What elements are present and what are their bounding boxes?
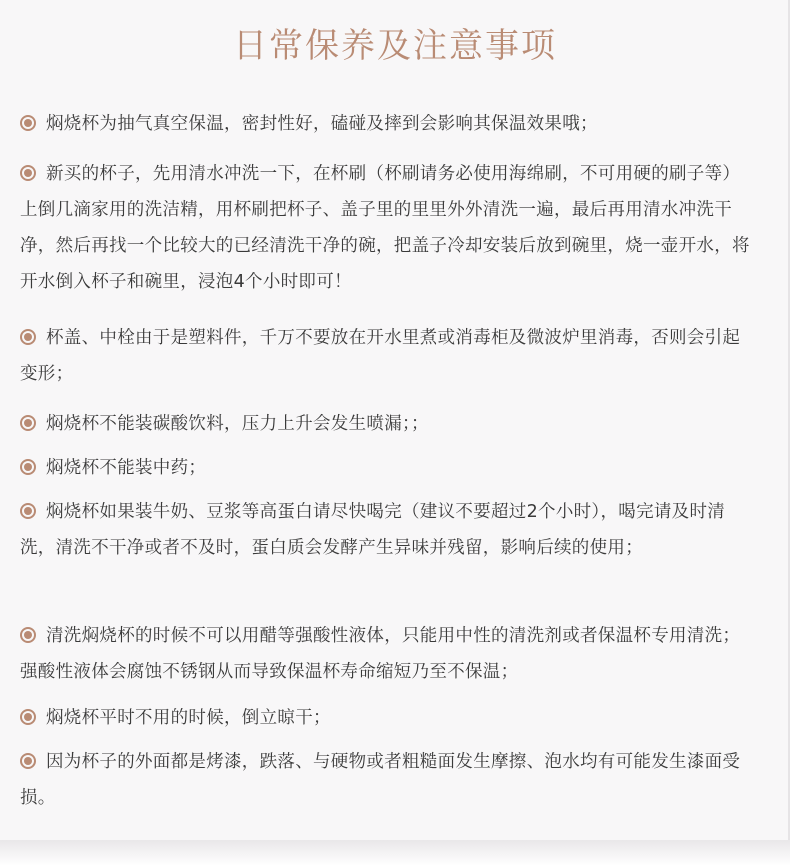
list-item (20, 156, 750, 300)
circle-dot-icon (20, 329, 36, 345)
list-item-text: 清洗焖烧杯的时候不可以用醋等强酸性液体，只能用中性的清洗剂或者保温杯专用清洗；强酸性液体会腐蚀不锈钢从而导致保温杯寿命缩短乃至不保温； (20, 626, 741, 682)
circle-dot-icon (20, 627, 36, 643)
circle-dot-icon (20, 459, 36, 475)
list-item (20, 450, 750, 486)
list-item (20, 744, 750, 816)
circle-dot-icon (20, 503, 36, 519)
circle-dot-icon (20, 415, 36, 431)
page-title: 日常保养及注意事项 (233, 26, 557, 66)
list-item (20, 106, 750, 142)
list-item-text: 焖烧杯不能装碳酸饮料，压力上升会发生喷漏；； (46, 414, 429, 434)
circle-dot-icon (20, 709, 36, 725)
list-item-text: 焖烧杯如果装牛奶、豆浆等高蛋白请尽快喝完（建议不要超过2个小时），喝完请及时清洗，清洗不干净或者不及时，蛋白质会发酵产生异味并残留，影响后续的使用； (20, 502, 726, 558)
list-item-text: 焖烧杯为抽气真空保温，密封性好，磕碰及摔到会影响其保温效果哦； (46, 114, 598, 134)
bottom-shadow (0, 840, 790, 866)
list-item-text: 因为杯子的外面都是烤漆，跌落、与硬物或者粗糙面发生摩擦、泡水均有可能发生漆面受损。 (20, 752, 741, 808)
list-item-text: 新买的杯子，先用清水冲洗一下，在杯刷（杯刷请务必使用海绵刷，不可用硬的刷子等）上倒几滴家用的洗洁精，用杯刷把杯子、盖子里的里里外外清洗一遍，最后再用清水冲洗干净，然后再找一个比较大的已经清洗干净的碗，把盖子冷却安装后放到碗里，烧一壶开水，将开水倒入杯子和碗里，浸泡4个小时即可！ (20, 164, 750, 292)
circle-dot-icon (20, 753, 36, 769)
list-item (20, 700, 750, 736)
list-item-text: 杯盖、中栓由于是塑料件，千万不要放在开水里煮或消毒柜及微波炉里消毒，否则会引起变形； (20, 328, 741, 384)
list-item (20, 320, 750, 392)
list-item-text: 焖烧杯平时不用的时候，倒立晾干； (46, 708, 331, 728)
list-item (20, 494, 750, 566)
circle-dot-icon (20, 115, 36, 131)
list-item-text: 焖烧杯不能装中药； (46, 458, 207, 478)
list-item (20, 618, 750, 690)
circle-dot-icon (20, 165, 36, 181)
list-item (20, 406, 750, 442)
